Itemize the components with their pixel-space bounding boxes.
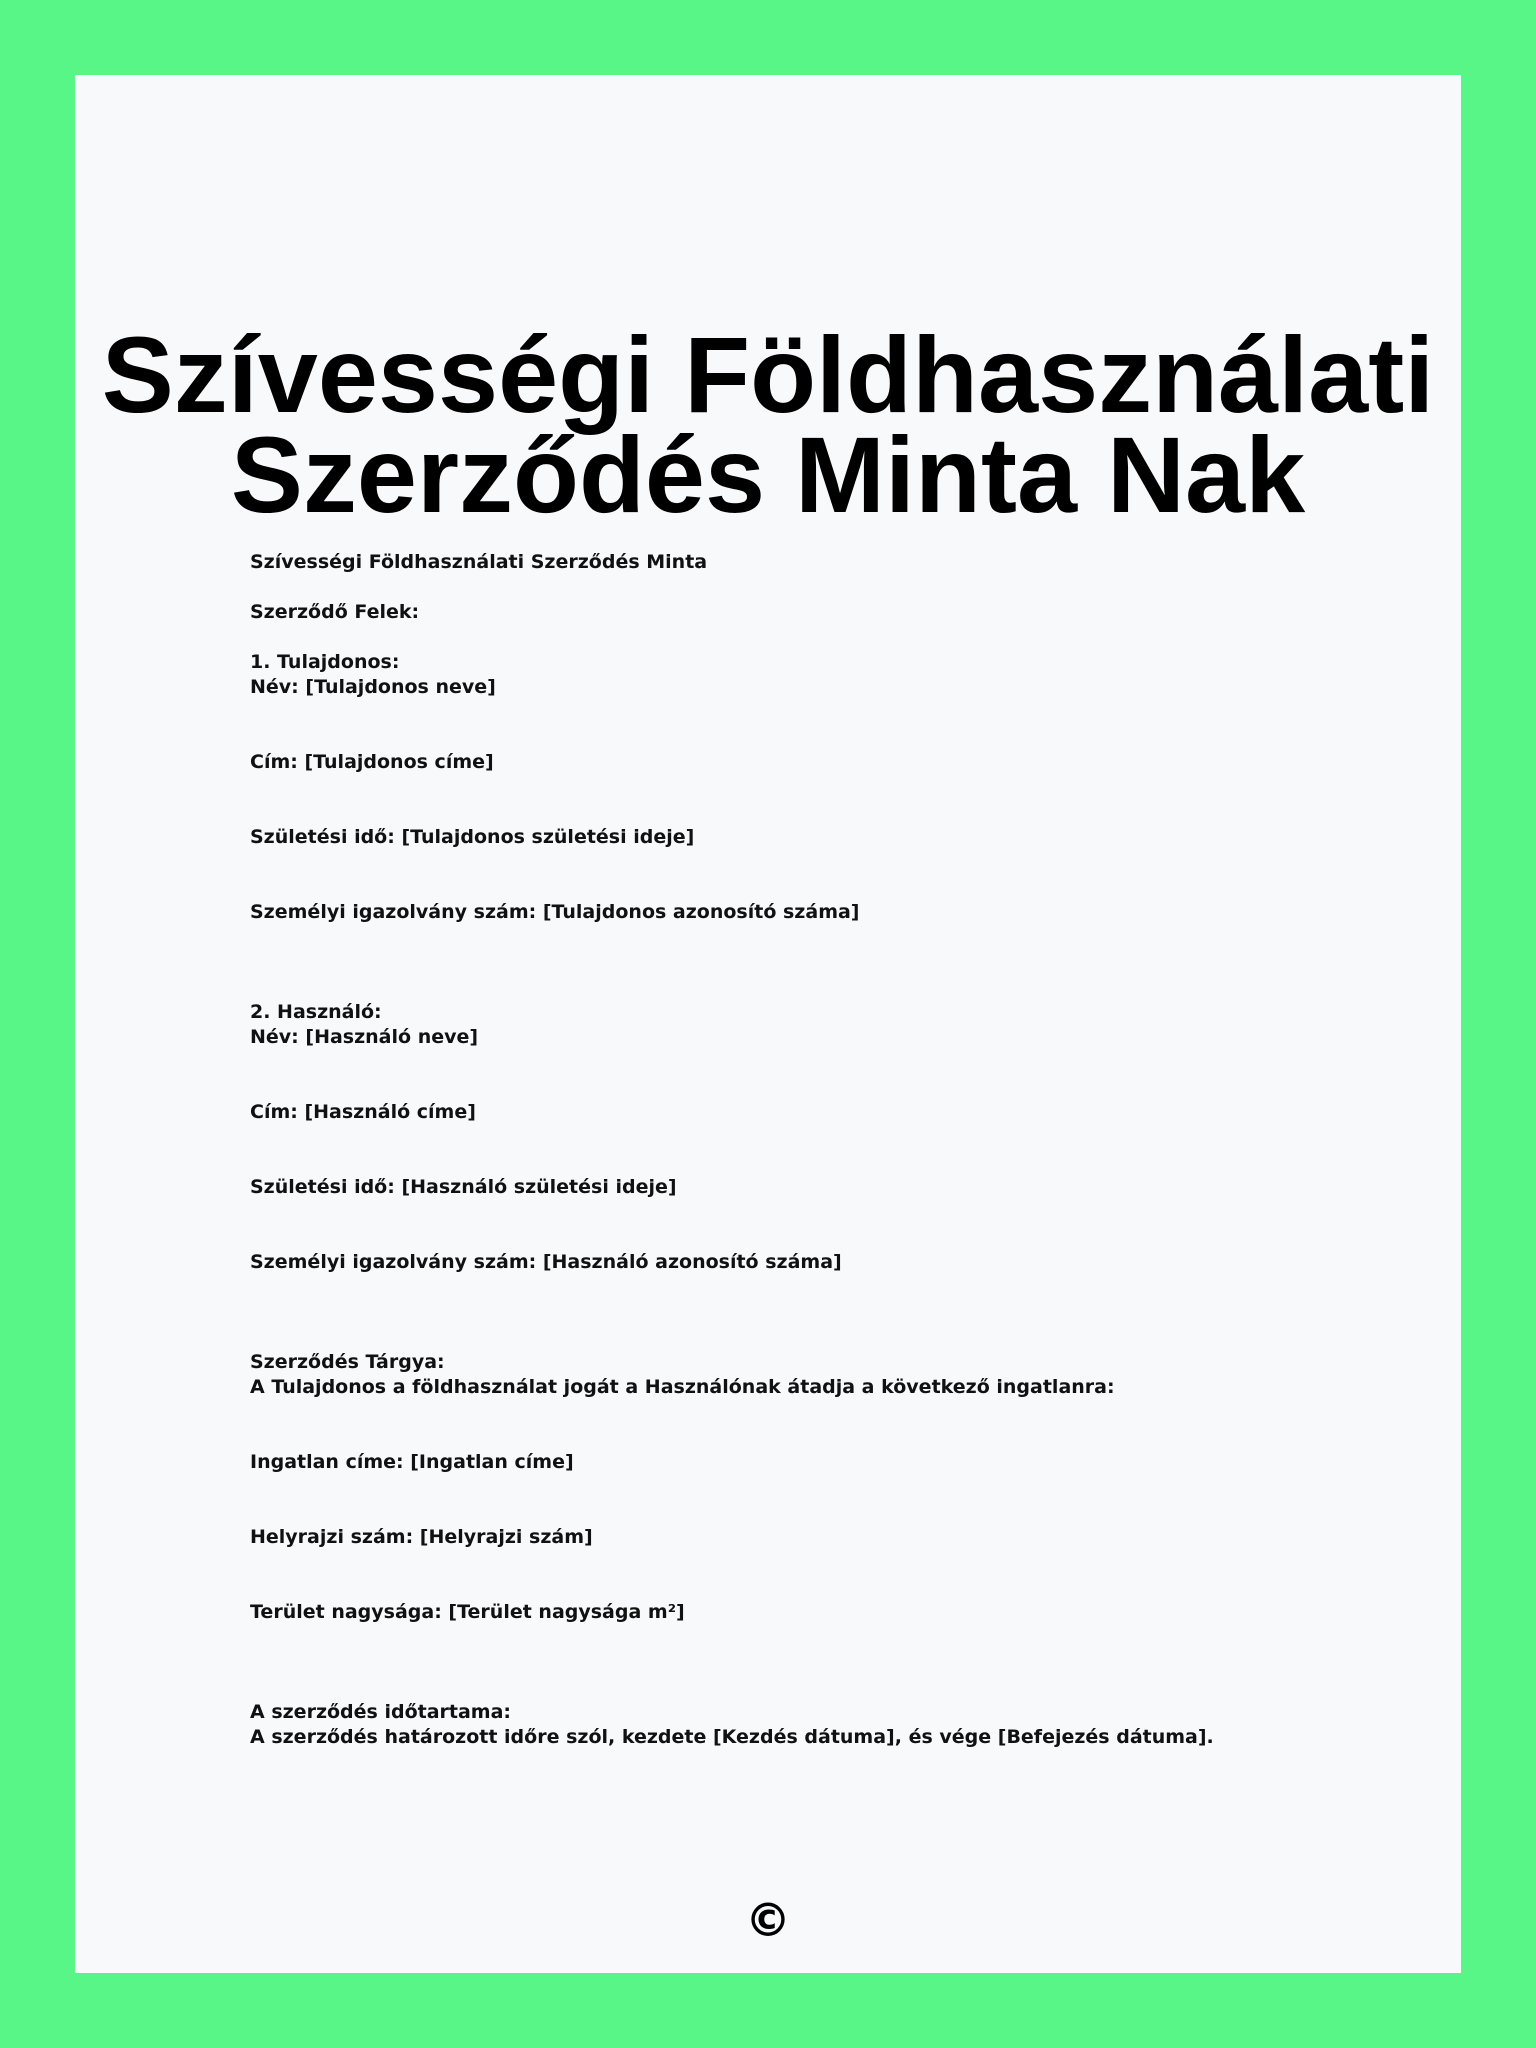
document-heading: Szívességi Földhasználati Szerződés Minta bbox=[250, 551, 708, 573]
user-heading: 2. Használó: bbox=[250, 1001, 382, 1023]
duration-heading: A szerződés időtartama: bbox=[250, 1701, 512, 1723]
owner-heading: 1. Tulajdonos: bbox=[250, 651, 400, 673]
owner-address-field: Cím: [Tulajdonos címe] bbox=[250, 751, 494, 773]
page-title-line-2: Szerződés Minta Nak bbox=[230, 414, 1306, 535]
copyright-icon: © bbox=[745, 1893, 791, 1947]
owner-id-field: Személyi igazolvány szám: [Tulajdonos azonosító száma] bbox=[250, 901, 860, 923]
subject-text: A Tulajdonos a földhasználat jogát a Használónak átadja a következő ingatlanra: bbox=[250, 1376, 1115, 1398]
duration-text: A szerződés határozott időre szól, kezdete [Kezdés dátuma], és vége [Befejezés dátuma]. bbox=[250, 1726, 1214, 1748]
subject-heading: Szerződés Tárgya: bbox=[250, 1351, 445, 1373]
page-title bbox=[75, 314, 1461, 535]
owner-birthdate-field: Születési idő: [Tulajdonos születési ideje] bbox=[250, 826, 695, 848]
property-address-field: Ingatlan címe: [Ingatlan címe] bbox=[250, 1451, 574, 1473]
user-birthdate-field: Születési idő: [Használó születési ideje] bbox=[250, 1176, 677, 1198]
document-page bbox=[75, 75, 1461, 1973]
section-parties-heading: Szerződő Felek: bbox=[250, 601, 420, 623]
area-size-field: Terület nagysága: [Terület nagysága m²] bbox=[250, 1601, 685, 1623]
page-title-line-1: Szívességi Földhasználati bbox=[101, 314, 1435, 435]
user-address-field: Cím: [Használó címe] bbox=[250, 1101, 476, 1123]
parcel-number-field: Helyrajzi szám: [Helyrajzi szám] bbox=[250, 1526, 593, 1548]
user-id-field: Személyi igazolvány szám: [Használó azonosító száma] bbox=[250, 1251, 842, 1273]
user-name-field: Név: [Használó neve] bbox=[250, 1026, 479, 1048]
owner-name-field: Név: [Tulajdonos neve] bbox=[250, 676, 496, 698]
